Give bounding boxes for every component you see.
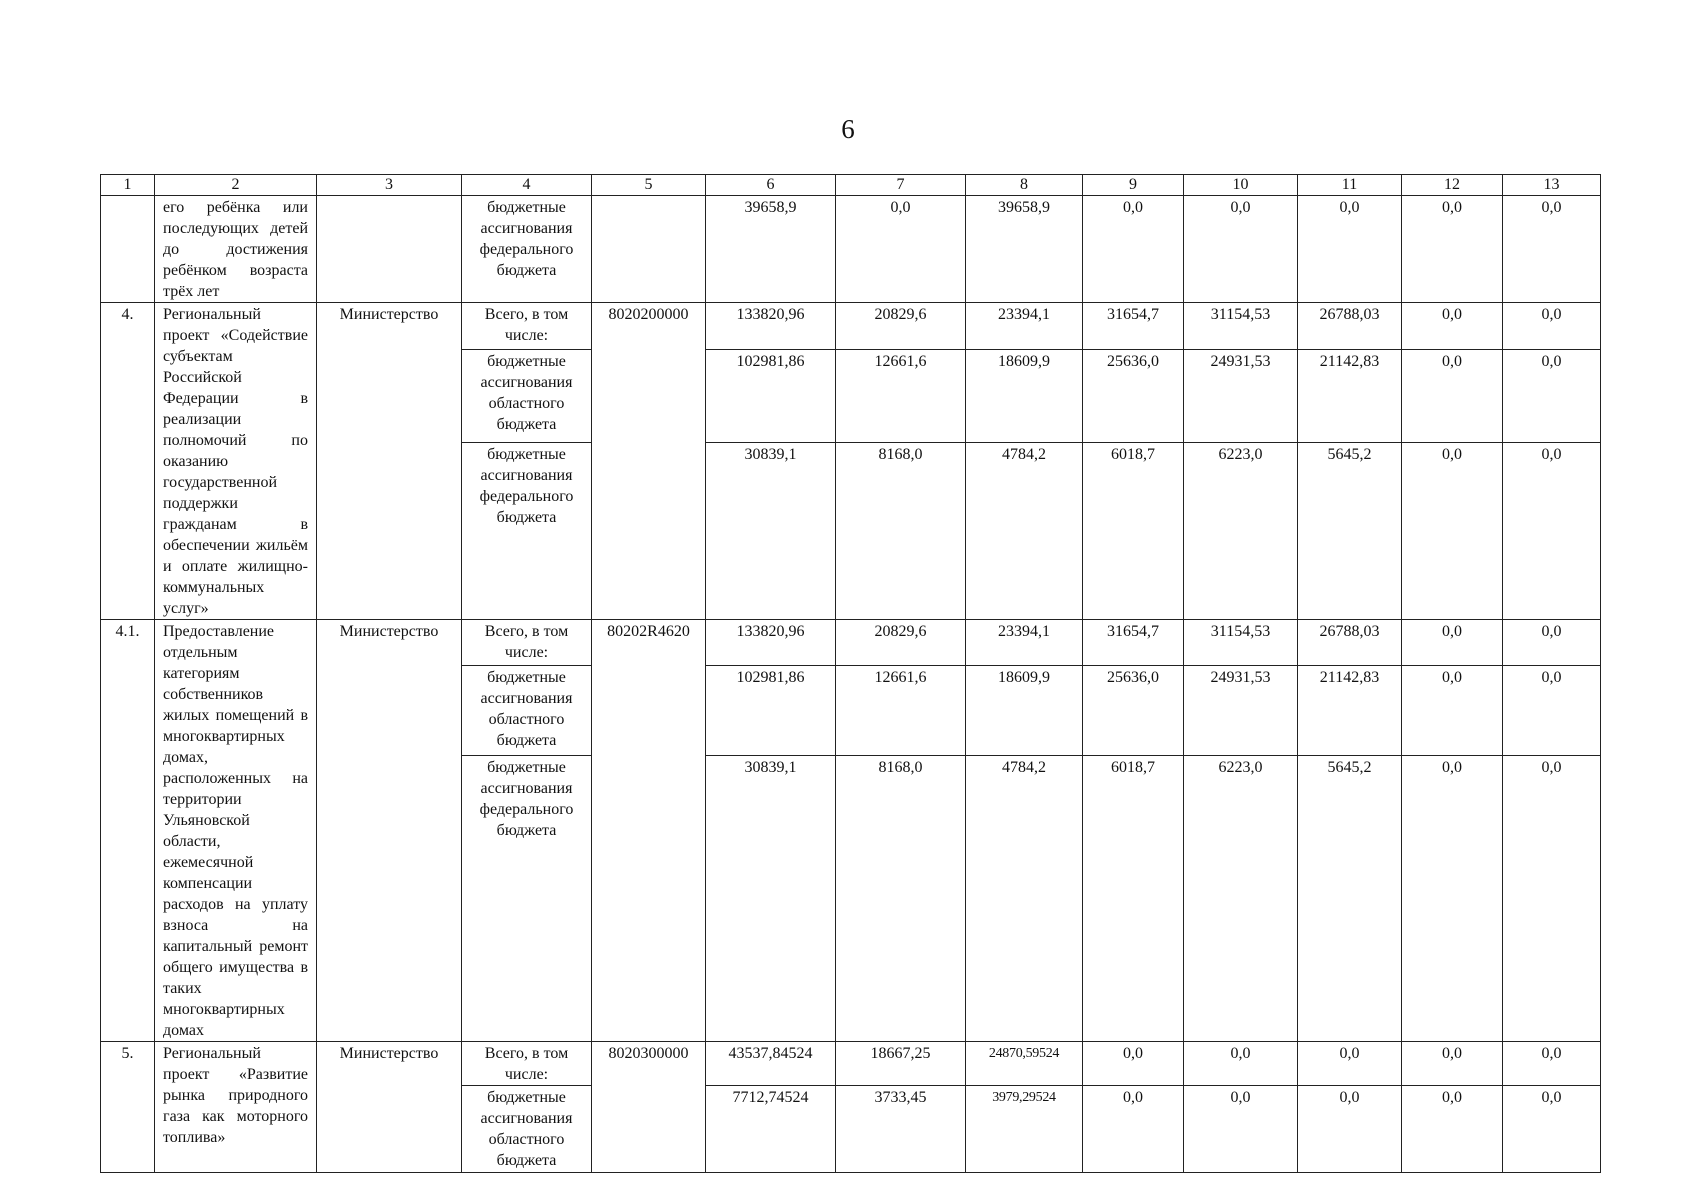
value-cell: 6018,7 [1083, 755, 1184, 1041]
col-header: 2 [155, 175, 317, 196]
row-index: 4. [101, 303, 155, 620]
value-cell: 0,0 [1503, 303, 1601, 350]
value-cell: 39658,9 [966, 196, 1083, 303]
value-cell: 0,0 [1402, 665, 1503, 755]
row-code [592, 196, 706, 303]
value-cell: 23394,1 [966, 620, 1083, 666]
value-cell: 0,0 [1298, 196, 1402, 303]
value-cell: 0,0 [1402, 196, 1503, 303]
row-description: Предоставление отдельным категориям собственников жилых помещений в многоквартирных домах, расположенных на территории Ульяновской области, ежемесячной компенсации расходов на уплату взноса на капитальный ремонт общего имущества в таких многоквартирных домах [155, 620, 317, 1042]
value-cell: 0,0 [1402, 1042, 1503, 1086]
value-cell: 7712,74524 [706, 1086, 836, 1173]
row-description: Региональный проект «Развитие рынка природного газа как моторного топлива» [155, 1042, 317, 1173]
value-cell: 0,0 [1083, 1042, 1184, 1086]
value-cell: 133820,96 [706, 303, 836, 350]
value-cell: 12661,6 [836, 349, 966, 442]
row-funding-source: бюджетные ассигнования областного бюджета [462, 665, 592, 755]
value-cell: 26788,03 [1298, 620, 1402, 666]
table-row [101, 303, 1601, 350]
value-cell: 31654,7 [1083, 303, 1184, 350]
col-header: 12 [1402, 175, 1503, 196]
row-code: 80202R4620 [592, 620, 706, 1042]
value-cell: 18609,9 [966, 665, 1083, 755]
value-cell: 0,0 [1184, 1042, 1298, 1086]
value-cell: 0,0 [1083, 1086, 1184, 1173]
value-cell: 39658,9 [706, 196, 836, 303]
row-code: 8020300000 [592, 1042, 706, 1173]
row-description: Региональный проект «Содействие субъектам Российской Федерации в реализации полномочий по оказанию государственной поддержки гражданам в обеспечении жильём и оплате жилищно-коммунальных услуг» [155, 303, 317, 620]
value-cell: 0,0 [1402, 442, 1503, 619]
value-cell: 4784,2 [966, 755, 1083, 1041]
row-funding-source: бюджетные ассигнования федерального бюджета [462, 196, 592, 303]
table-row [101, 1042, 1601, 1086]
value-cell: 18609,9 [966, 349, 1083, 442]
value-cell: 0,0 [1503, 755, 1601, 1041]
value-cell: 31154,53 [1184, 620, 1298, 666]
value-cell: 0,0 [836, 196, 966, 303]
table-row [101, 196, 1601, 303]
row-executor: Министерство [317, 620, 462, 1042]
value-cell: 8168,0 [836, 442, 966, 619]
value-cell: 0,0 [1083, 196, 1184, 303]
budget-table [100, 174, 1601, 1173]
value-cell: 20829,6 [836, 303, 966, 350]
row-funding-source: бюджетные ассигнования федерального бюджета [462, 442, 592, 619]
value-cell: 6223,0 [1184, 755, 1298, 1041]
value-cell: 5645,2 [1298, 755, 1402, 1041]
row-description: его ребёнка или последующих детей до достижения ребёнком возраста трёх лет [155, 196, 317, 303]
value-cell: 12661,6 [836, 665, 966, 755]
row-funding-source: бюджетные ассигнования федерального бюджета [462, 755, 592, 1041]
header-row [101, 175, 1601, 196]
value-cell: 24931,53 [1184, 665, 1298, 755]
value-cell: 0,0 [1402, 755, 1503, 1041]
value-cell: 21142,83 [1298, 349, 1402, 442]
value-cell: 8168,0 [836, 755, 966, 1041]
row-executor: Министерство [317, 1042, 462, 1173]
value-cell: 24931,53 [1184, 349, 1298, 442]
col-header: 1 [101, 175, 155, 196]
value-cell: 0,0 [1503, 665, 1601, 755]
row-funding-source: Всего, в том числе: [462, 303, 592, 350]
col-header: 8 [966, 175, 1083, 196]
value-cell: 25636,0 [1083, 349, 1184, 442]
value-cell: 102981,86 [706, 665, 836, 755]
value-cell: 0,0 [1503, 1042, 1601, 1086]
value-cell: 133820,96 [706, 620, 836, 666]
row-executor: Министерство [317, 303, 462, 620]
table-row [101, 620, 1601, 666]
page-number: 6 [841, 114, 855, 144]
value-cell: 6018,7 [1083, 442, 1184, 619]
row-executor [317, 196, 462, 303]
value-cell: 24870,59524 [966, 1042, 1083, 1086]
value-cell: 25636,0 [1083, 665, 1184, 755]
row-index: 5. [101, 1042, 155, 1173]
col-header: 3 [317, 175, 462, 196]
col-header: 7 [836, 175, 966, 196]
value-cell: 6223,0 [1184, 442, 1298, 619]
col-header: 9 [1083, 175, 1184, 196]
value-cell: 0,0 [1184, 196, 1298, 303]
row-code: 8020200000 [592, 303, 706, 620]
value-cell: 5645,2 [1298, 442, 1402, 619]
value-cell: 0,0 [1184, 1086, 1298, 1173]
value-cell: 23394,1 [966, 303, 1083, 350]
value-cell: 30839,1 [706, 755, 836, 1041]
value-cell: 0,0 [1503, 196, 1601, 303]
value-cell: 0,0 [1402, 303, 1503, 350]
col-header: 10 [1184, 175, 1298, 196]
col-header: 11 [1298, 175, 1402, 196]
value-cell: 102981,86 [706, 349, 836, 442]
value-cell: 3733,45 [836, 1086, 966, 1173]
value-cell: 31654,7 [1083, 620, 1184, 666]
row-funding-source: Всего, в том числе: [462, 1042, 592, 1086]
value-cell: 3979,29524 [966, 1086, 1083, 1173]
row-funding-source: бюджетные ассигнования областного бюджета [462, 349, 592, 442]
value-cell: 18667,25 [836, 1042, 966, 1086]
value-cell: 0,0 [1402, 620, 1503, 666]
col-header: 13 [1503, 175, 1601, 196]
value-cell: 30839,1 [706, 442, 836, 619]
col-header: 4 [462, 175, 592, 196]
row-funding-source: Всего, в том числе: [462, 620, 592, 666]
value-cell: 26788,03 [1298, 303, 1402, 350]
value-cell: 0,0 [1503, 620, 1601, 666]
value-cell: 0,0 [1503, 1086, 1601, 1173]
value-cell: 0,0 [1503, 349, 1601, 442]
value-cell: 4784,2 [966, 442, 1083, 619]
value-cell: 0,0 [1402, 1086, 1503, 1173]
value-cell: 0,0 [1402, 349, 1503, 442]
value-cell: 0,0 [1503, 442, 1601, 619]
col-header: 5 [592, 175, 706, 196]
value-cell: 0,0 [1298, 1042, 1402, 1086]
row-funding-source: бюджетные ассигнования областного бюджета [462, 1086, 592, 1173]
row-index [101, 196, 155, 303]
value-cell: 31154,53 [1184, 303, 1298, 350]
value-cell: 20829,6 [836, 620, 966, 666]
value-cell: 0,0 [1298, 1086, 1402, 1173]
value-cell: 43537,84524 [706, 1042, 836, 1086]
value-cell: 21142,83 [1298, 665, 1402, 755]
row-index: 4.1. [101, 620, 155, 1042]
col-header: 6 [706, 175, 836, 196]
